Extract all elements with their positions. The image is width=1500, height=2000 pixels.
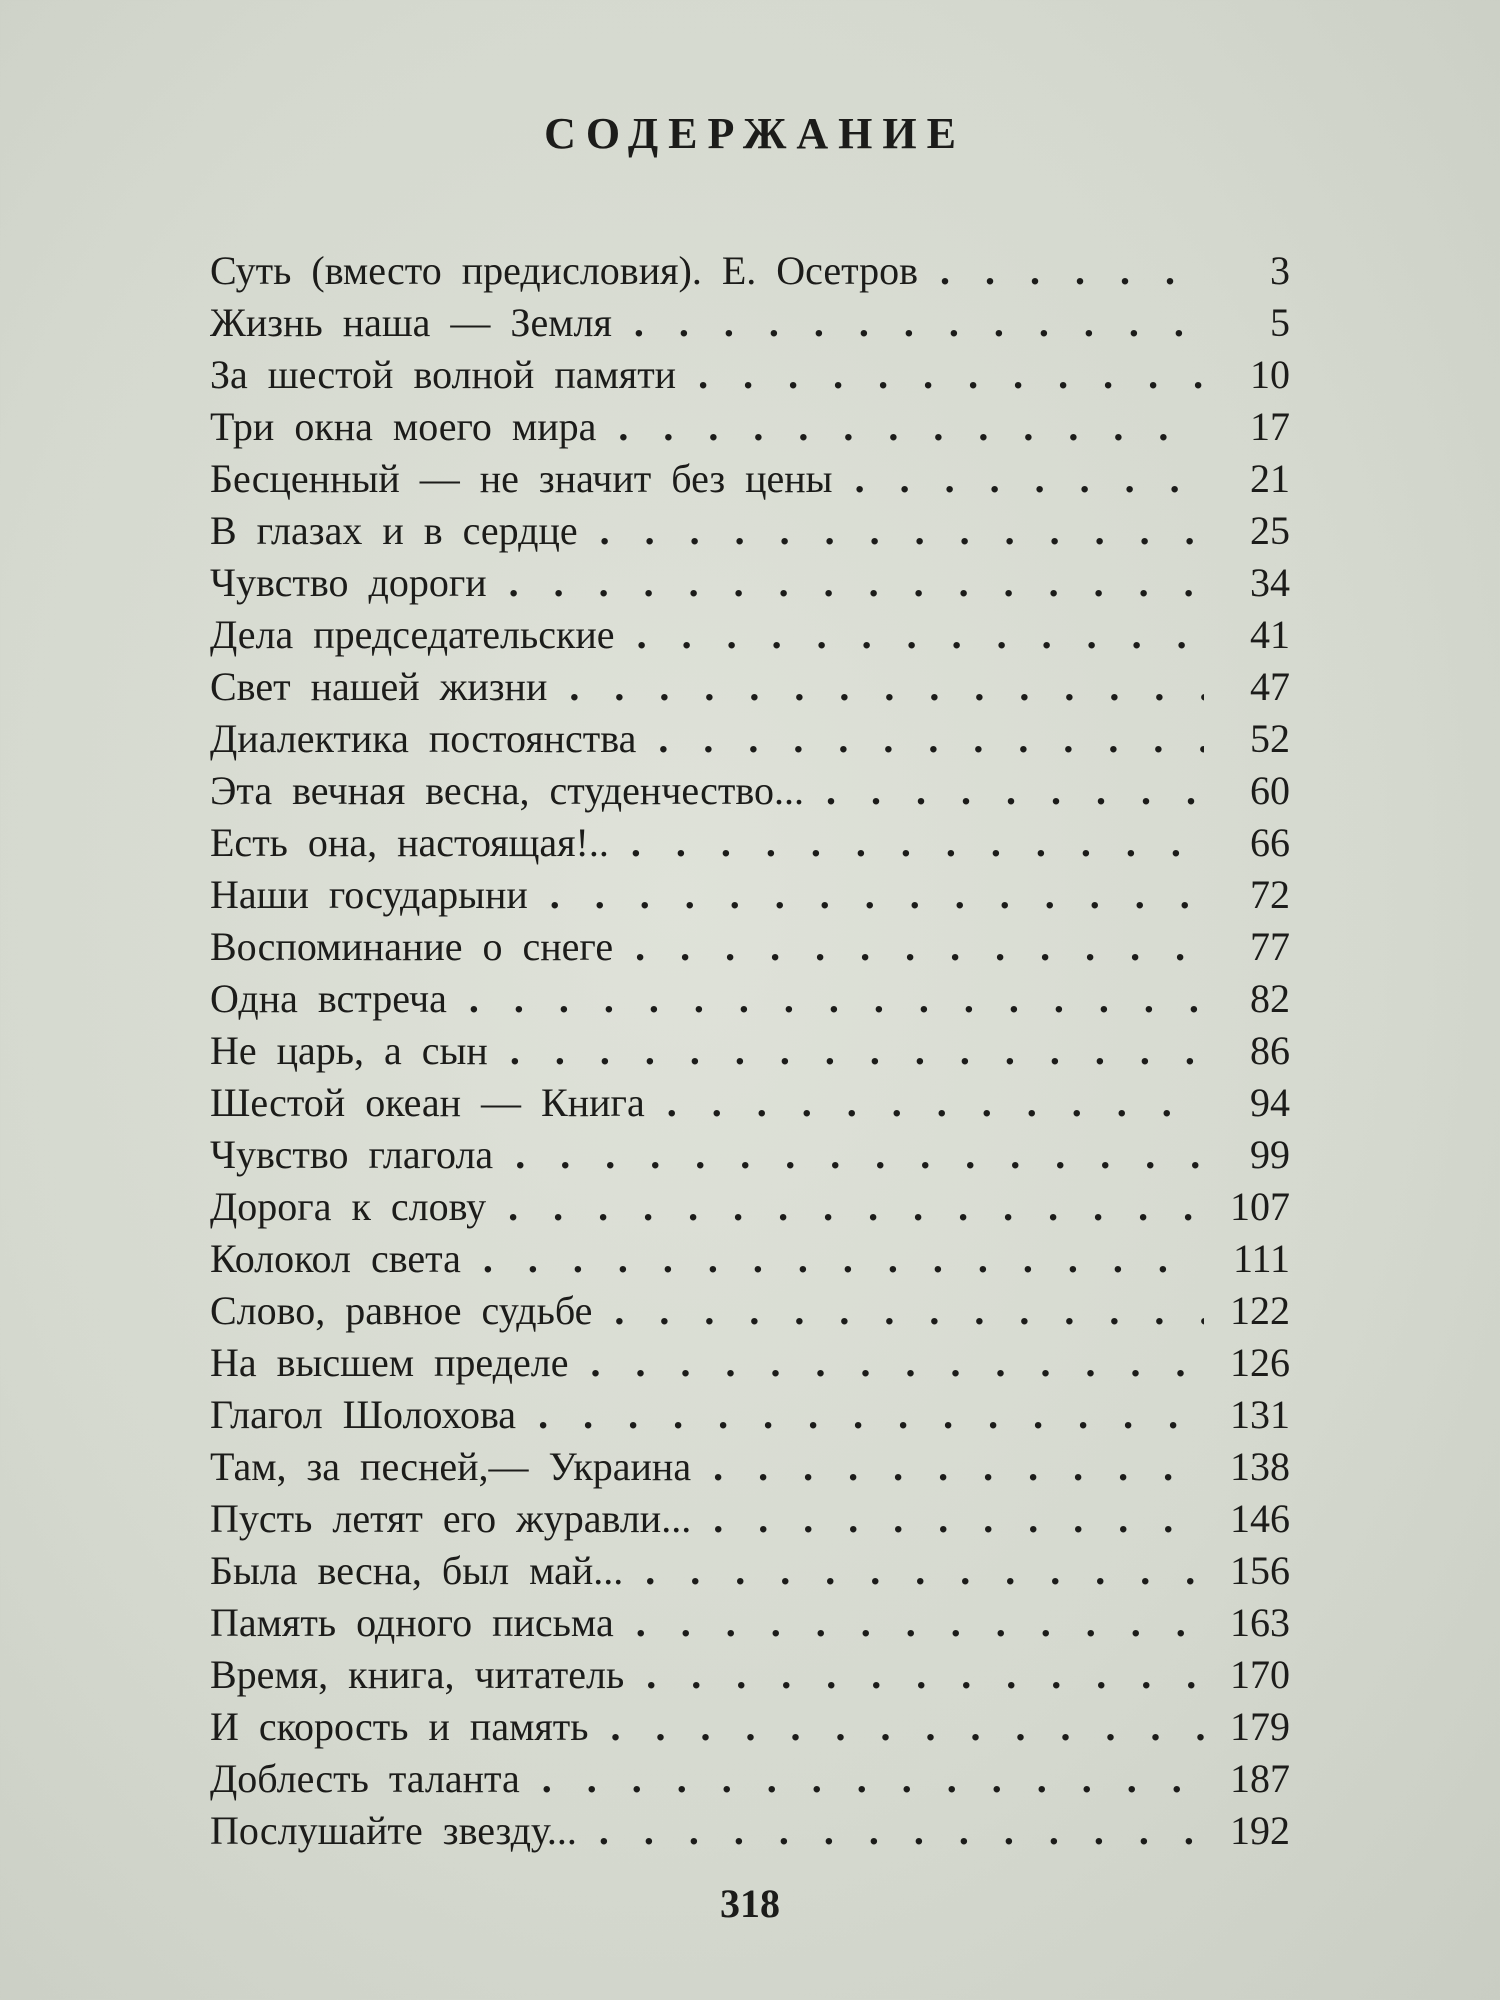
toc-entry-title: Наши государыни xyxy=(210,872,528,917)
toc-entry-page: 52 xyxy=(1250,716,1290,761)
toc-entry xyxy=(210,1753,1290,1805)
toc-entry-title: Там, за песней,— Украина xyxy=(210,1444,692,1489)
toc-entry xyxy=(210,973,1290,1025)
dot-leader xyxy=(713,1441,1204,1493)
toc-entry-title: Бесценный — не значит без цены xyxy=(210,456,833,501)
dot-leader xyxy=(611,1701,1204,1753)
toc-entry-title: И скорость и память xyxy=(210,1704,589,1749)
toc-entry xyxy=(210,1025,1290,1077)
toc-entry xyxy=(210,401,1290,453)
dot-leader xyxy=(569,661,1204,713)
toc-entry xyxy=(210,713,1290,765)
toc-entry-page: 122 xyxy=(1230,1288,1290,1333)
toc-entry xyxy=(210,1441,1290,1493)
toc-entry-page: 146 xyxy=(1230,1496,1290,1541)
toc-entry xyxy=(210,661,1290,713)
toc-entry xyxy=(210,505,1290,557)
toc-entry xyxy=(210,609,1290,661)
toc-entry-title: Эта вечная весна, студенчество... xyxy=(210,768,804,813)
toc-entry-title: Не царь, а сын xyxy=(210,1028,488,1073)
toc-entry xyxy=(210,1545,1290,1597)
dot-leader xyxy=(635,921,1204,973)
toc-entry xyxy=(210,1129,1290,1181)
toc-entry-page: 25 xyxy=(1250,508,1290,553)
toc-entry xyxy=(210,349,1290,401)
toc-entry-title: Есть она, настоящая!.. xyxy=(210,820,609,865)
toc-entry xyxy=(210,1493,1290,1545)
toc-entry-page: 187 xyxy=(1230,1756,1290,1801)
dot-leader xyxy=(940,245,1204,297)
toc-entry-title: Чувство дороги xyxy=(210,560,487,605)
toc-entry-title: Слово, равное судьбе xyxy=(210,1288,593,1333)
toc-entry-title: На высшем пределе xyxy=(210,1340,569,1385)
toc-entry xyxy=(210,1181,1290,1233)
dot-leader xyxy=(509,557,1204,609)
table-of-contents xyxy=(210,245,1290,1857)
dot-leader xyxy=(645,1545,1204,1597)
toc-entry-page: 107 xyxy=(1230,1184,1290,1229)
toc-entry xyxy=(210,453,1290,505)
dot-leader xyxy=(469,973,1204,1025)
dot-leader xyxy=(667,1077,1204,1129)
toc-entry-page: 192 xyxy=(1230,1808,1290,1853)
toc-entry xyxy=(210,765,1290,817)
toc-entry-page: 34 xyxy=(1250,560,1290,605)
dot-leader xyxy=(631,817,1204,869)
toc-entry-page: 60 xyxy=(1250,768,1290,813)
dot-leader xyxy=(826,765,1204,817)
toc-entry-title: Дела председательские xyxy=(210,612,615,657)
toc-entry-page: 156 xyxy=(1230,1548,1290,1593)
toc-entry xyxy=(210,921,1290,973)
toc-entry-page: 5 xyxy=(1270,300,1290,345)
toc-entry-page: 66 xyxy=(1250,820,1290,865)
toc-entry-page: 94 xyxy=(1250,1080,1290,1125)
toc-entry-title: Доблесть таланта xyxy=(210,1756,520,1801)
toc-entry-page: 179 xyxy=(1230,1704,1290,1749)
toc-entry-page: 86 xyxy=(1250,1028,1290,1073)
toc-entry-page: 17 xyxy=(1250,404,1290,449)
dot-leader xyxy=(658,713,1204,765)
toc-entry xyxy=(210,869,1290,921)
dot-leader xyxy=(599,1805,1204,1857)
dot-leader xyxy=(600,505,1204,557)
page-title: СОДЕРЖАНИЕ xyxy=(544,109,966,158)
dot-leader xyxy=(550,869,1204,921)
toc-entry-page: 10 xyxy=(1250,352,1290,397)
toc-entry-title: Память одного письма xyxy=(210,1600,614,1645)
toc-entry-page: 138 xyxy=(1230,1444,1290,1489)
toc-entry-page: 77 xyxy=(1250,924,1290,969)
toc-entry-title: Диалектика постоянства xyxy=(210,716,637,761)
toc-entry-title: Свет нашей жизни xyxy=(210,664,548,709)
toc-entry-title: Воспоминание о снеге xyxy=(210,924,614,969)
dot-leader xyxy=(618,401,1204,453)
toc-entry-page: 82 xyxy=(1250,976,1290,1021)
dot-leader xyxy=(698,349,1204,401)
toc-entry-title: Время, книга, читатель xyxy=(210,1652,625,1697)
toc-entry-page: 21 xyxy=(1250,456,1290,501)
toc-entry xyxy=(210,1337,1290,1389)
toc-entry-title: В глазах и в сердце xyxy=(210,508,578,553)
toc-entry-page: 126 xyxy=(1230,1340,1290,1385)
toc-entry-page: 72 xyxy=(1250,872,1290,917)
toc-entry-title: Глагол Шолохова xyxy=(210,1392,517,1437)
dot-leader xyxy=(637,609,1204,661)
toc-entry-page: 99 xyxy=(1250,1132,1290,1177)
toc-entry-title: Колокол света xyxy=(210,1236,461,1281)
toc-entry-title: Жизнь наша — Земля xyxy=(210,300,612,345)
toc-entry-page: 131 xyxy=(1230,1392,1290,1437)
dot-leader xyxy=(590,1337,1204,1389)
toc-entry xyxy=(210,1077,1290,1129)
dot-leader xyxy=(614,1285,1204,1337)
toc-entry-title: Три окна моего мира xyxy=(210,404,597,449)
dot-leader xyxy=(542,1753,1204,1805)
dot-leader xyxy=(713,1493,1204,1545)
toc-entry xyxy=(210,1597,1290,1649)
toc-entry xyxy=(210,1805,1290,1857)
toc-entry-title: За шестой волной памяти xyxy=(210,352,677,397)
toc-entry-page: 170 xyxy=(1230,1652,1290,1697)
dot-leader xyxy=(634,297,1204,349)
dot-leader xyxy=(636,1597,1204,1649)
dot-leader xyxy=(510,1025,1204,1077)
toc-entry-page: 3 xyxy=(1270,248,1290,293)
toc-entry-page: 47 xyxy=(1250,664,1290,709)
toc-entry xyxy=(210,817,1290,869)
dot-leader xyxy=(538,1389,1204,1441)
toc-entry-page: 163 xyxy=(1230,1600,1290,1645)
dot-leader xyxy=(855,453,1204,505)
toc-entry-title: Суть (вместо предисловия). Е. Осетров xyxy=(210,248,918,293)
toc-entry xyxy=(210,245,1290,297)
dot-leader xyxy=(508,1181,1204,1233)
toc-entry-title: Послушайте звезду... xyxy=(210,1808,577,1853)
page-number: 318 xyxy=(720,1881,780,1926)
toc-entry xyxy=(210,1389,1290,1441)
toc-entry-page: 111 xyxy=(1232,1236,1290,1281)
dot-leader xyxy=(646,1649,1204,1701)
toc-entry-title: Дорога к слову xyxy=(210,1184,487,1229)
toc-entry xyxy=(210,1649,1290,1701)
toc-entry-title: Чувство глагола xyxy=(210,1132,494,1177)
toc-entry xyxy=(210,1233,1290,1285)
toc-entry-title: Пусть летят его журавли... xyxy=(210,1496,692,1541)
toc-entry xyxy=(210,297,1290,349)
toc-entry xyxy=(210,1701,1290,1753)
toc-entry xyxy=(210,557,1290,609)
toc-entry-title: Одна встреча xyxy=(210,976,447,1021)
toc-entry-title: Была весна, был май... xyxy=(210,1548,624,1593)
toc-entry-page: 41 xyxy=(1250,612,1290,657)
dot-leader xyxy=(483,1233,1204,1285)
dot-leader xyxy=(515,1129,1204,1181)
toc-entry-title: Шестой океан — Книга xyxy=(210,1080,645,1125)
toc-entry xyxy=(210,1285,1290,1337)
